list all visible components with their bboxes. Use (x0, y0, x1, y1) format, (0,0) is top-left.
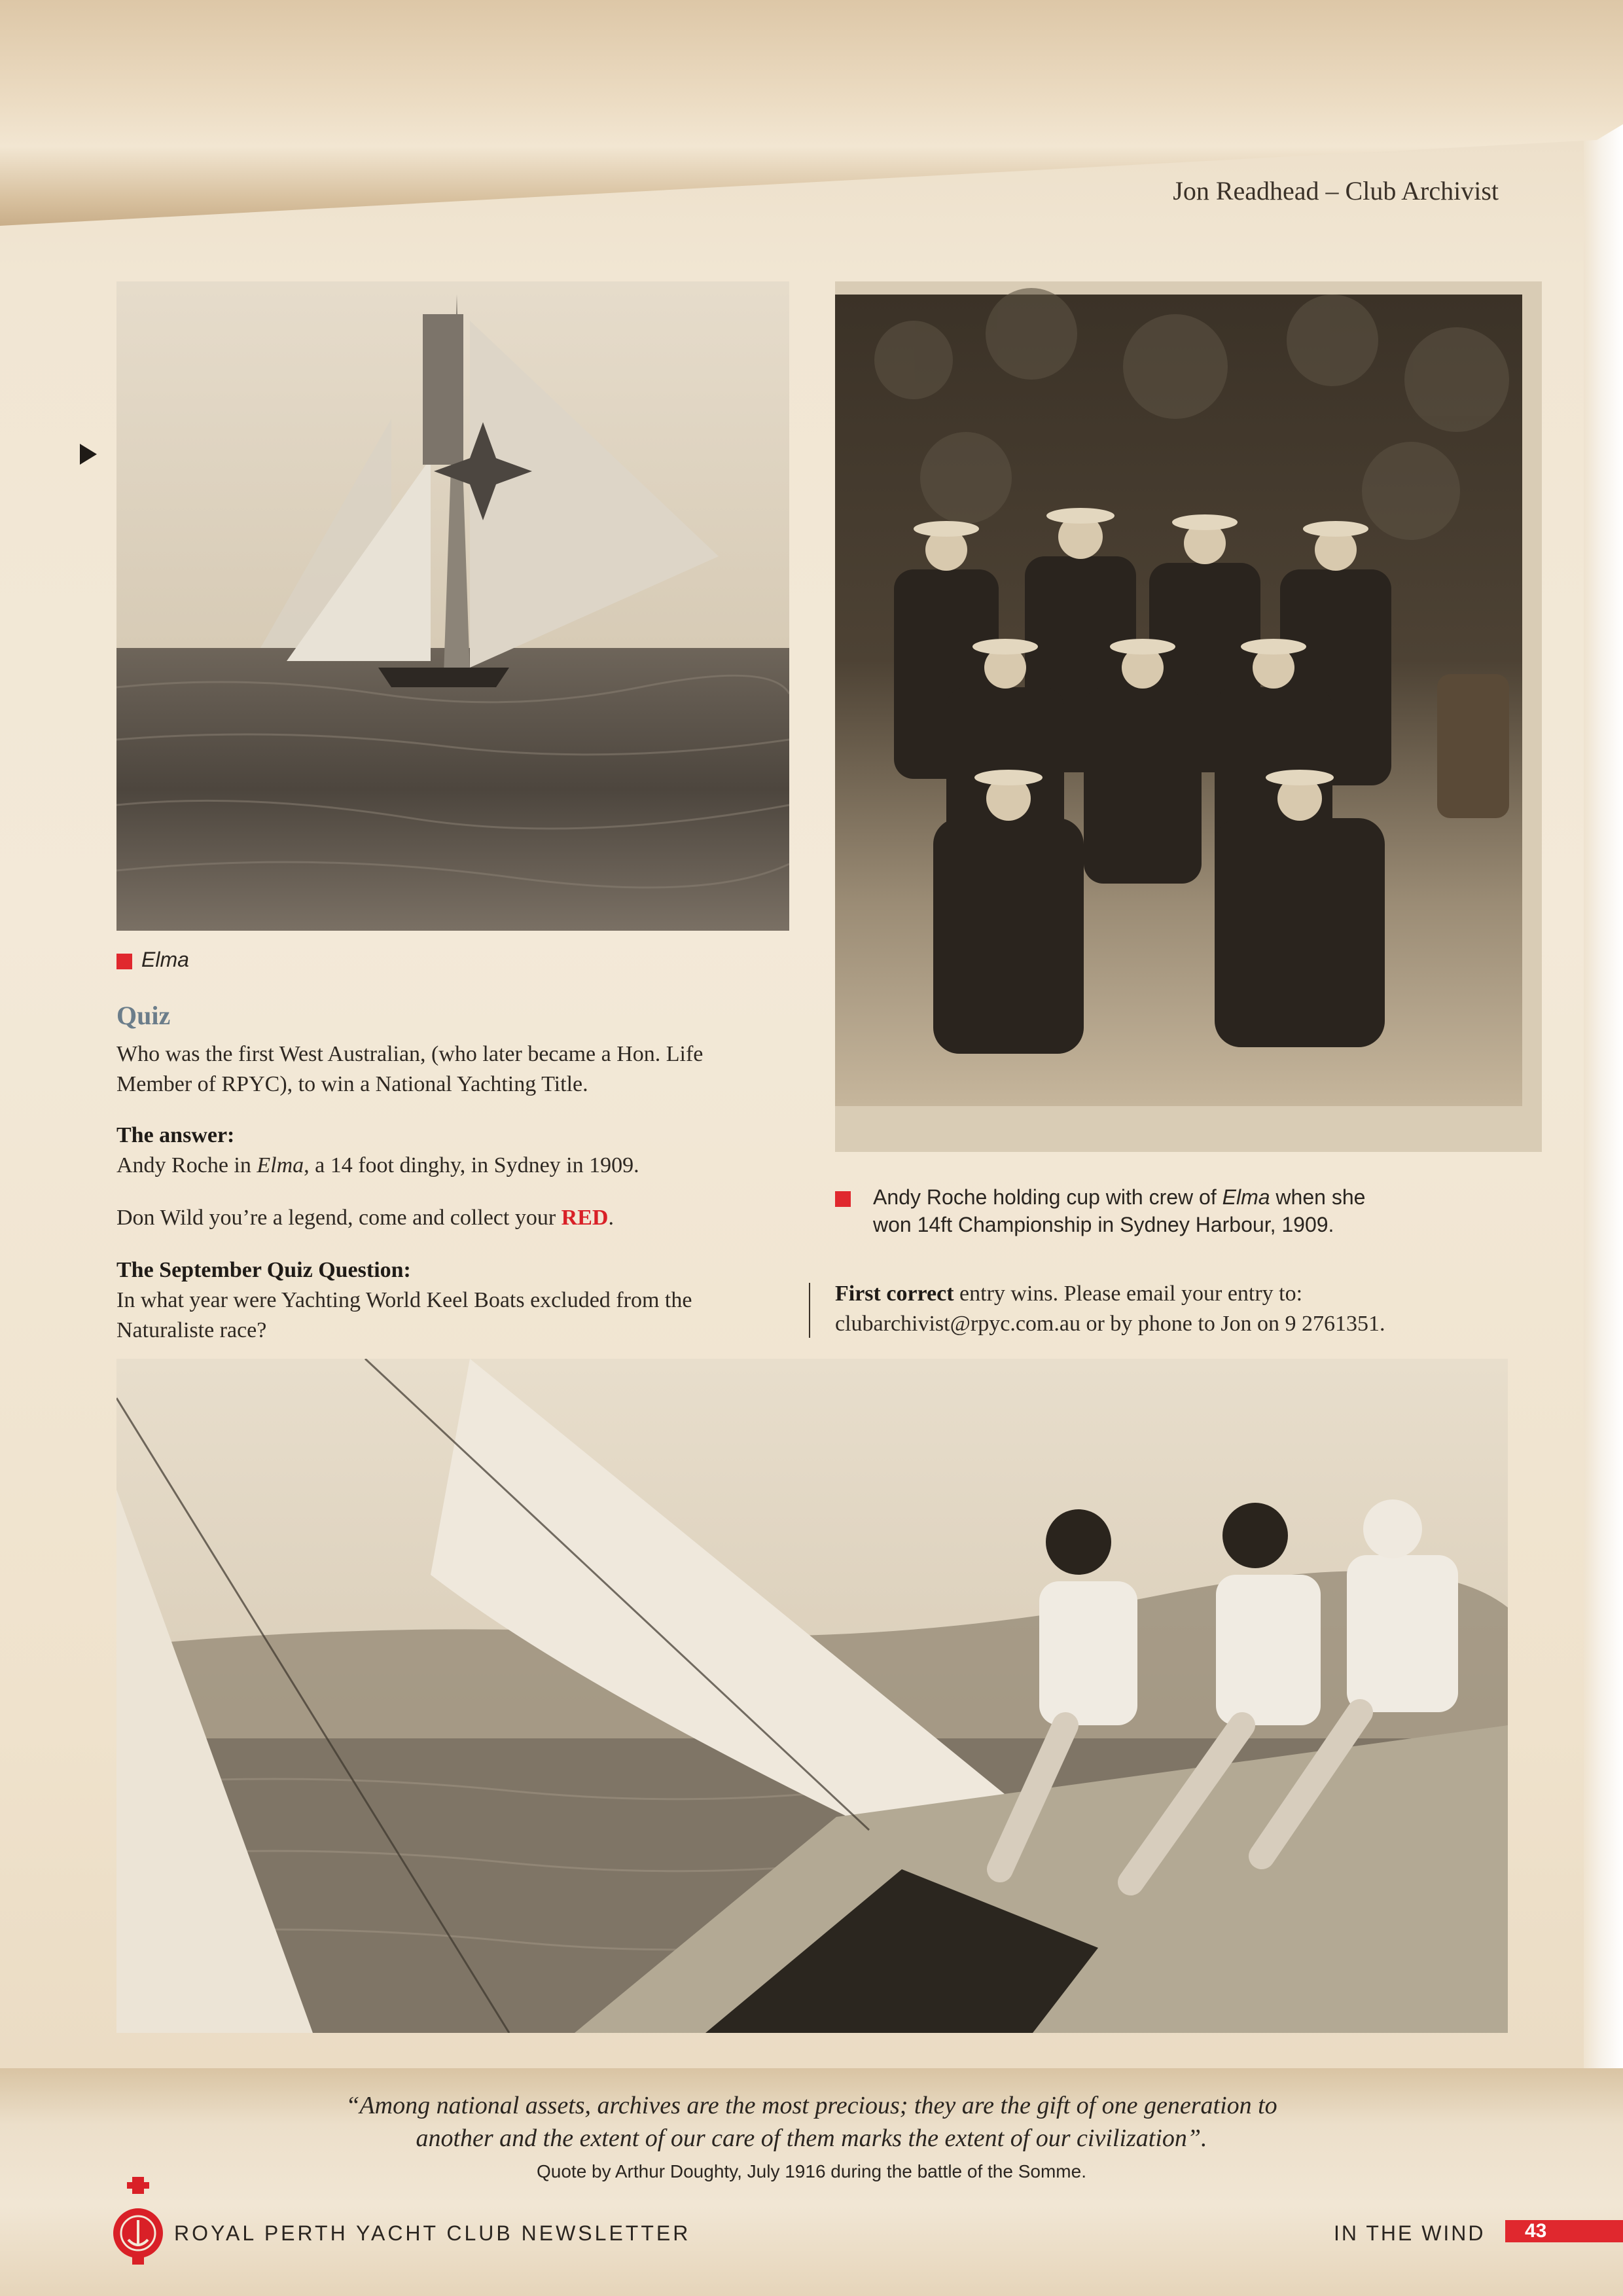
answer-boat-name: Elma (257, 1153, 304, 1177)
elma-caption-text: Elma (141, 948, 189, 971)
crew-caption-line1: Andy Roche holding cup with crew of (873, 1185, 1222, 1209)
crew-caption-line1-end: when she (1270, 1185, 1366, 1209)
crew-caption-line2: won 14ft Championship in Sydney Harbour, 1909. (873, 1213, 1334, 1236)
crew-caption (835, 1183, 1365, 1238)
entry-contact[interactable]: clubarchivist@rpyc.com.au or by phone to Jon on 9 2761351. (835, 1312, 1385, 1336)
red-square-icon (116, 954, 132, 969)
winner-note (116, 1203, 614, 1233)
author-credit: Jon Readhead – Club Archivist (1173, 176, 1499, 206)
quote-line1: “Among national assets, archives are the most precious; they are the gift of one generation to (346, 2092, 1277, 2119)
answer-text-end: , a 14 foot dinghy, in Sydney in 1909. (304, 1153, 639, 1177)
september-label: The September Quiz Question: (116, 1258, 411, 1282)
september-question (116, 1255, 692, 1346)
page-number-badge: 43 (1505, 2220, 1623, 2242)
sailing-crew-photo (116, 1359, 1508, 2033)
club-crest-icon (113, 2177, 164, 2265)
section-name: IN THE WIND (1334, 2221, 1486, 2245)
quiz-heading: Quiz (116, 1001, 171, 1030)
quiz-question (116, 1039, 703, 1100)
entry-bold: First correct (835, 1282, 954, 1306)
red-highlight: RED (561, 1206, 609, 1230)
red-square-icon (835, 1191, 851, 1207)
bullet-arrow-icon (80, 444, 97, 465)
answer-text: Andy Roche in (116, 1153, 257, 1177)
crew-caption-boat-name: Elma (1222, 1185, 1270, 1209)
elma-sailing-photo (116, 281, 789, 931)
quiz-answer (116, 1121, 639, 1181)
winner-text: Don Wild you’re a legend, come and collect your (116, 1206, 562, 1230)
crew-group-photo (835, 281, 1542, 1152)
september-line2: Naturaliste race? (116, 1318, 267, 1342)
quiz-question-line1: Who was the first West Australian, (who later became a Hon. Life (116, 1042, 704, 1066)
elma-caption (116, 948, 189, 972)
answer-label: The answer: (116, 1123, 235, 1147)
entry-line1: entry wins. Please email your entry to: (954, 1282, 1303, 1306)
september-line1: In what year were Yachting World Keel Boats excluded from the (116, 1288, 692, 1312)
entry-instructions (835, 1279, 1385, 1339)
paper-edge (1584, 118, 1623, 2147)
quote-line2: another and the extent of our care of them marks the extent of our civilization”. (416, 2125, 1207, 2152)
newsletter-name: ROYAL PERTH YACHT CLUB NEWSLETTER (174, 2221, 691, 2245)
entry-divider (809, 1283, 810, 1338)
archive-quote (0, 2089, 1623, 2155)
quiz-question-line2: Member of RPYC), to win a National Yachting Title. (116, 1072, 588, 1096)
quote-attribution: Quote by Arthur Doughty, July 1916 during the battle of the Somme. (537, 2161, 1086, 2181)
winner-text-end: . (608, 1206, 614, 1230)
